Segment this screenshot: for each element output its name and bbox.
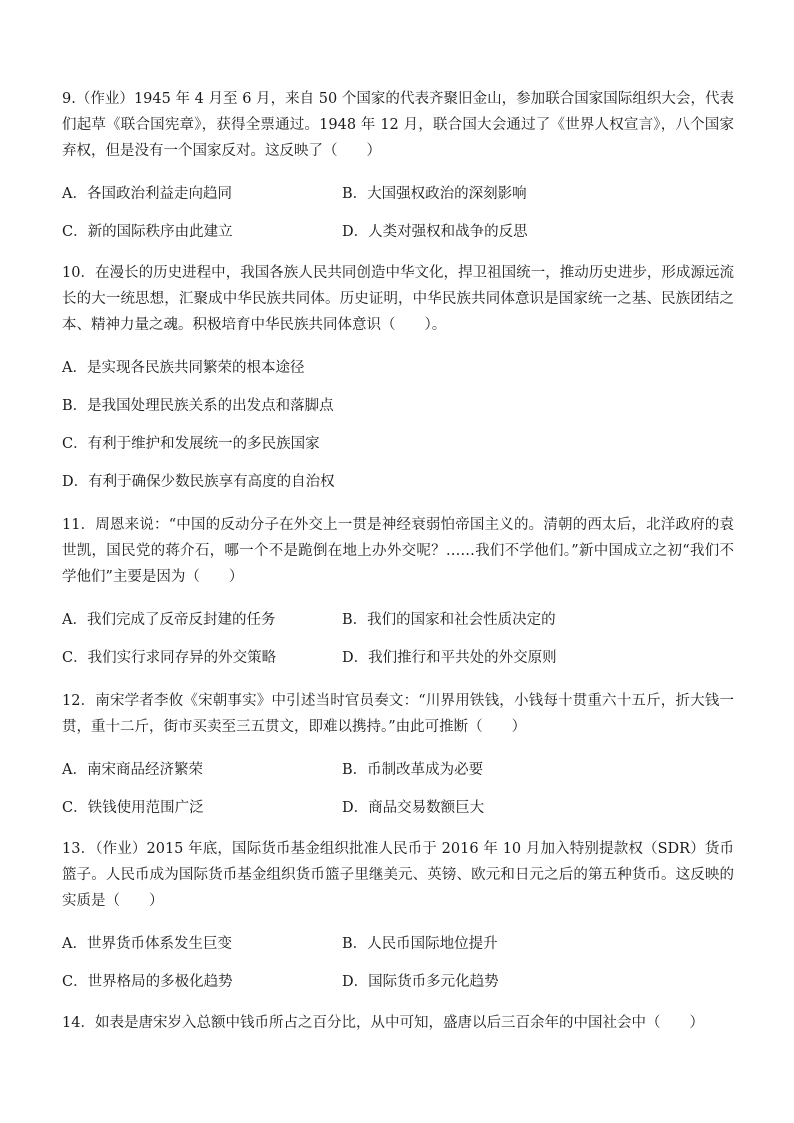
question-12-option-d[interactable]: D．商品交易数额巨大: [342, 800, 485, 816]
question-12-stem: 12．南宋学者李攸《宋朝事实》中引述当时官员奏文：“川界用铁钱，小钱每十贯重六十五斤，折大钱一贯，重十二斤，街市买卖至三五贯文，即难以携持。”由此可推断（ ）: [62, 693, 734, 735]
question-11-option-c[interactable]: C．我们实行求同存异的外交策略: [62, 650, 277, 666]
question-12: [62, 688, 734, 820]
question-10-option-b[interactable]: B．是我国处理民族关系的出发点和落脚点: [62, 398, 334, 414]
question-10: [62, 260, 734, 494]
question-13-option-a[interactable]: A．世界货币体系发生巨变: [62, 936, 232, 952]
question-12-option-b[interactable]: B．币制改革成为必要: [342, 762, 484, 778]
question-10-option-c[interactable]: C．有利于维护和发展统一的多民族国家: [62, 436, 320, 452]
question-10-options: [62, 356, 734, 494]
question-13-stem: 13．（作业）2015 年底，国际货币基金组织批准人民币于 2016 年 10 月加入特别提款权（SDR）货币篮子。人民币成为国际货币基金组织货币篮子里继美元、英镑、欧元和日元之后的第五种货币。这反映的实质是（ ）: [62, 841, 734, 909]
question-9-options: [62, 182, 734, 244]
exam-page: [62, 86, 734, 1036]
question-13-option-d[interactable]: D．国际货币多元化趋势: [342, 974, 499, 990]
question-12-option-c[interactable]: C．铁钱使用范围广泛: [62, 800, 204, 816]
question-10-stem: 10．在漫长的历史进程中，我国各族人民共同创造中华文化，捍卫祖国统一，推动历史进步，形成源远流长的大一统思想，汇聚成中华民族共同体。历史证明，中华民族共同体意识是国家统一之基、民族团结之本、精神力量之魂。积极培育中华民族共同体意识（ ）。: [62, 265, 734, 333]
question-11-options: [62, 608, 734, 670]
question-12-option-a[interactable]: A．南宋商品经济繁荣: [62, 762, 203, 778]
question-13: [62, 836, 734, 994]
question-9-option-c[interactable]: C．新的国际秩序由此建立: [62, 224, 233, 240]
question-13-option-b[interactable]: B．人民币国际地位提升: [342, 936, 498, 952]
question-9-stem: 9.（作业）1945 年 4 月至 6 月，来自 50 个国家的代表齐聚旧金山，参加联合国家国际组织大会，代表们起草《联合国宪章》，获得全票通过。1948 年 12 月，联合国大会通过了《世界人权宣言》，八个国家弃权，但是没有一个国家反对。这反映了（ ）: [62, 91, 734, 159]
question-11-stem: 11．周恩来说：“中国的反动分子在外交上一贯是神经衰弱怕帝国主义的。清朝的西太后，北洋政府的袁世凯，国民党的蒋介石，哪一个不是跪倒在地上办外交呢？……我们不学他们。”新中国成立之初“我们不学他们”主要是因为（ ）: [62, 517, 734, 585]
question-14-stem: 14．如表是唐宋岁入总额中钱币所占之百分比，从中可知，盛唐以后三百余年的中国社会中（ ）: [62, 1015, 704, 1031]
question-14: [62, 1010, 734, 1036]
question-10-option-a[interactable]: A．是实现各民族共同繁荣的根本途径: [62, 360, 305, 376]
question-9-option-a[interactable]: A．各国政治利益走向趋同: [62, 186, 232, 202]
question-9-option-d[interactable]: D．人类对强权和战争的反思: [342, 224, 528, 240]
question-11-option-b[interactable]: B．我们的国家和社会性质决定的: [342, 612, 556, 628]
question-13-option-c[interactable]: C．世界格局的多极化趋势: [62, 974, 233, 990]
question-12-options: [62, 758, 734, 820]
question-9: [62, 86, 734, 244]
question-9-option-b[interactable]: B．大国强权政治的深刻影响: [342, 186, 527, 202]
question-13-options: [62, 932, 734, 994]
question-11-option-d[interactable]: D．我们推行和平共处的外交原则: [342, 650, 557, 666]
question-11-option-a[interactable]: A．我们完成了反帝反封建的任务: [62, 612, 276, 628]
question-11: [62, 512, 734, 670]
question-10-option-d[interactable]: D．有利于确保少数民族享有高度的自治权: [62, 474, 335, 490]
